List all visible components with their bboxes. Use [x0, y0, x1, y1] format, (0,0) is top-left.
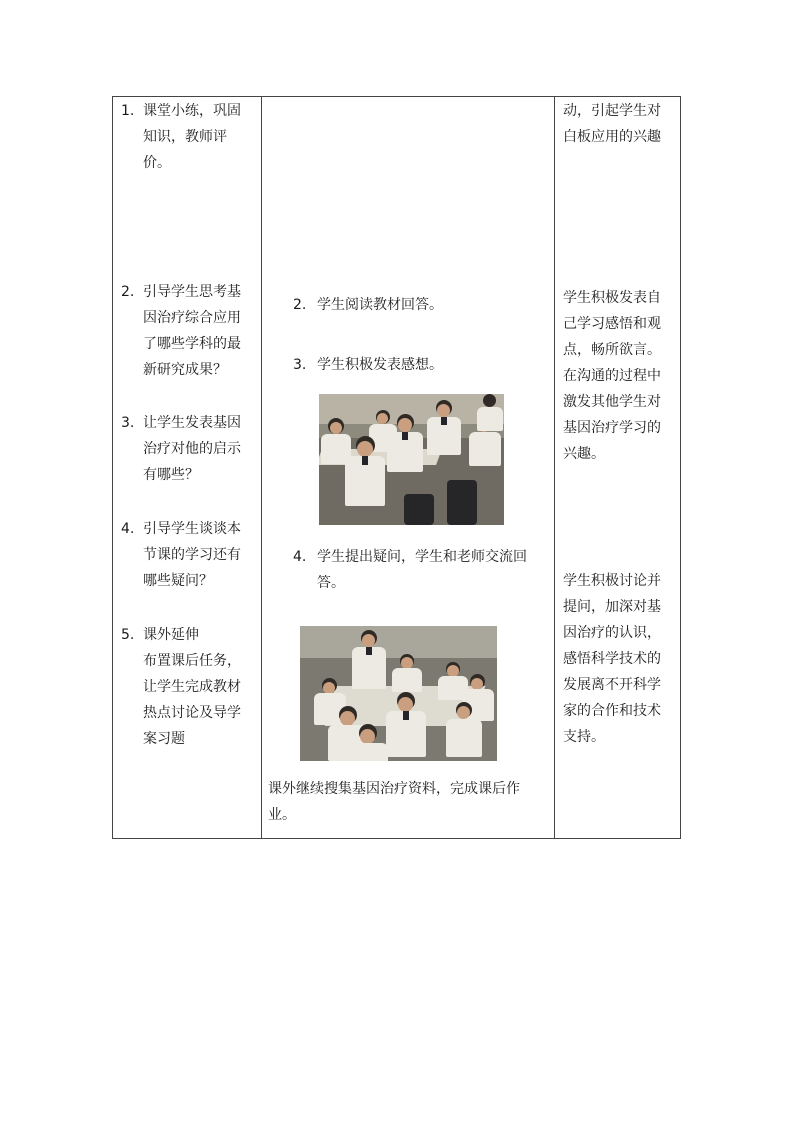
text-line: 感悟科学技术的 — [563, 651, 661, 667]
text-line: 有哪些？ — [143, 467, 199, 483]
text-line: 学生积极发表自 — [563, 290, 661, 306]
item-number: 2. — [293, 297, 307, 313]
item-number: 4. — [293, 549, 307, 565]
right-block-3 — [563, 568, 675, 750]
text-line: 新研究成果？ — [143, 362, 227, 378]
column-divider — [554, 97, 555, 838]
text-line: 学生阅读教材回答。 — [317, 297, 443, 313]
text-line: 家的合作和技术 — [563, 703, 661, 719]
text-line: 学生积极发表感想。 — [317, 357, 443, 373]
text-line: 哪些疑问？ — [143, 573, 213, 589]
text-line: 课堂小练，巩固 — [143, 103, 241, 119]
text-line: 己学习感悟和观 — [563, 316, 661, 332]
text-line: 知识，教师评 — [143, 129, 227, 145]
item-number: 1. — [121, 103, 135, 119]
text-line: 案习题 — [143, 731, 185, 747]
text-line: 因治疗综合应用 — [143, 310, 241, 326]
text-line: 动，引起学生对 — [563, 103, 661, 119]
right-block-2 — [563, 285, 675, 467]
column-divider — [261, 97, 262, 838]
text-line: 因治疗的认识， — [563, 625, 661, 641]
text-line: 提问，加深对基 — [563, 599, 661, 615]
text-line: 引导学生思考基 — [143, 284, 241, 300]
right-block-1 — [563, 98, 675, 150]
text-line: 兴趣。 — [563, 446, 605, 462]
item-number: 3. — [121, 415, 135, 431]
text-line: 了哪些学科的最 — [143, 336, 241, 352]
text-line: 引导学生谈谈本 — [143, 521, 241, 537]
text-line: 价。 — [143, 155, 171, 171]
item-number: 3. — [293, 357, 307, 373]
text-line: 业。 — [268, 807, 296, 823]
text-line: 让学生发表基因 — [143, 415, 241, 431]
text-line: 课外延伸 — [143, 627, 199, 643]
text-line: 在沟通的过程中 — [563, 368, 661, 384]
text-line: 激发其他学生对 — [563, 394, 661, 410]
text-line: 支持。 — [563, 729, 605, 745]
text-line: 热点讨论及导学 — [143, 705, 241, 721]
text-line: 学生提出疑问，学生和老师交流回 — [317, 549, 527, 565]
text-line: 发展离不开科学 — [563, 677, 661, 693]
text-line: 答。 — [317, 575, 345, 591]
text-line: 让学生完成教材 — [143, 679, 241, 695]
mid-closing-text — [268, 776, 548, 828]
item-number: 2. — [121, 284, 135, 300]
classroom-photo-students-sharing — [319, 394, 504, 525]
text-line: 节课的学习还有 — [143, 547, 241, 563]
text-line: 课外继续搜集基因治疗资料，完成课后作 — [268, 781, 520, 797]
text-line: 学生积极讨论并 — [563, 573, 661, 589]
classroom-photo-question-discussion — [300, 626, 497, 761]
item-number: 5. — [121, 627, 135, 643]
text-line: 治疗对他的启示 — [143, 441, 241, 457]
item-number: 4. — [121, 521, 135, 537]
text-line: 点，畅所欲言。 — [563, 342, 661, 358]
text-line: 布置课后任务， — [143, 653, 241, 669]
text-line: 白板应用的兴趣 — [563, 129, 661, 145]
text-line: 基因治疗学习的 — [563, 420, 661, 436]
